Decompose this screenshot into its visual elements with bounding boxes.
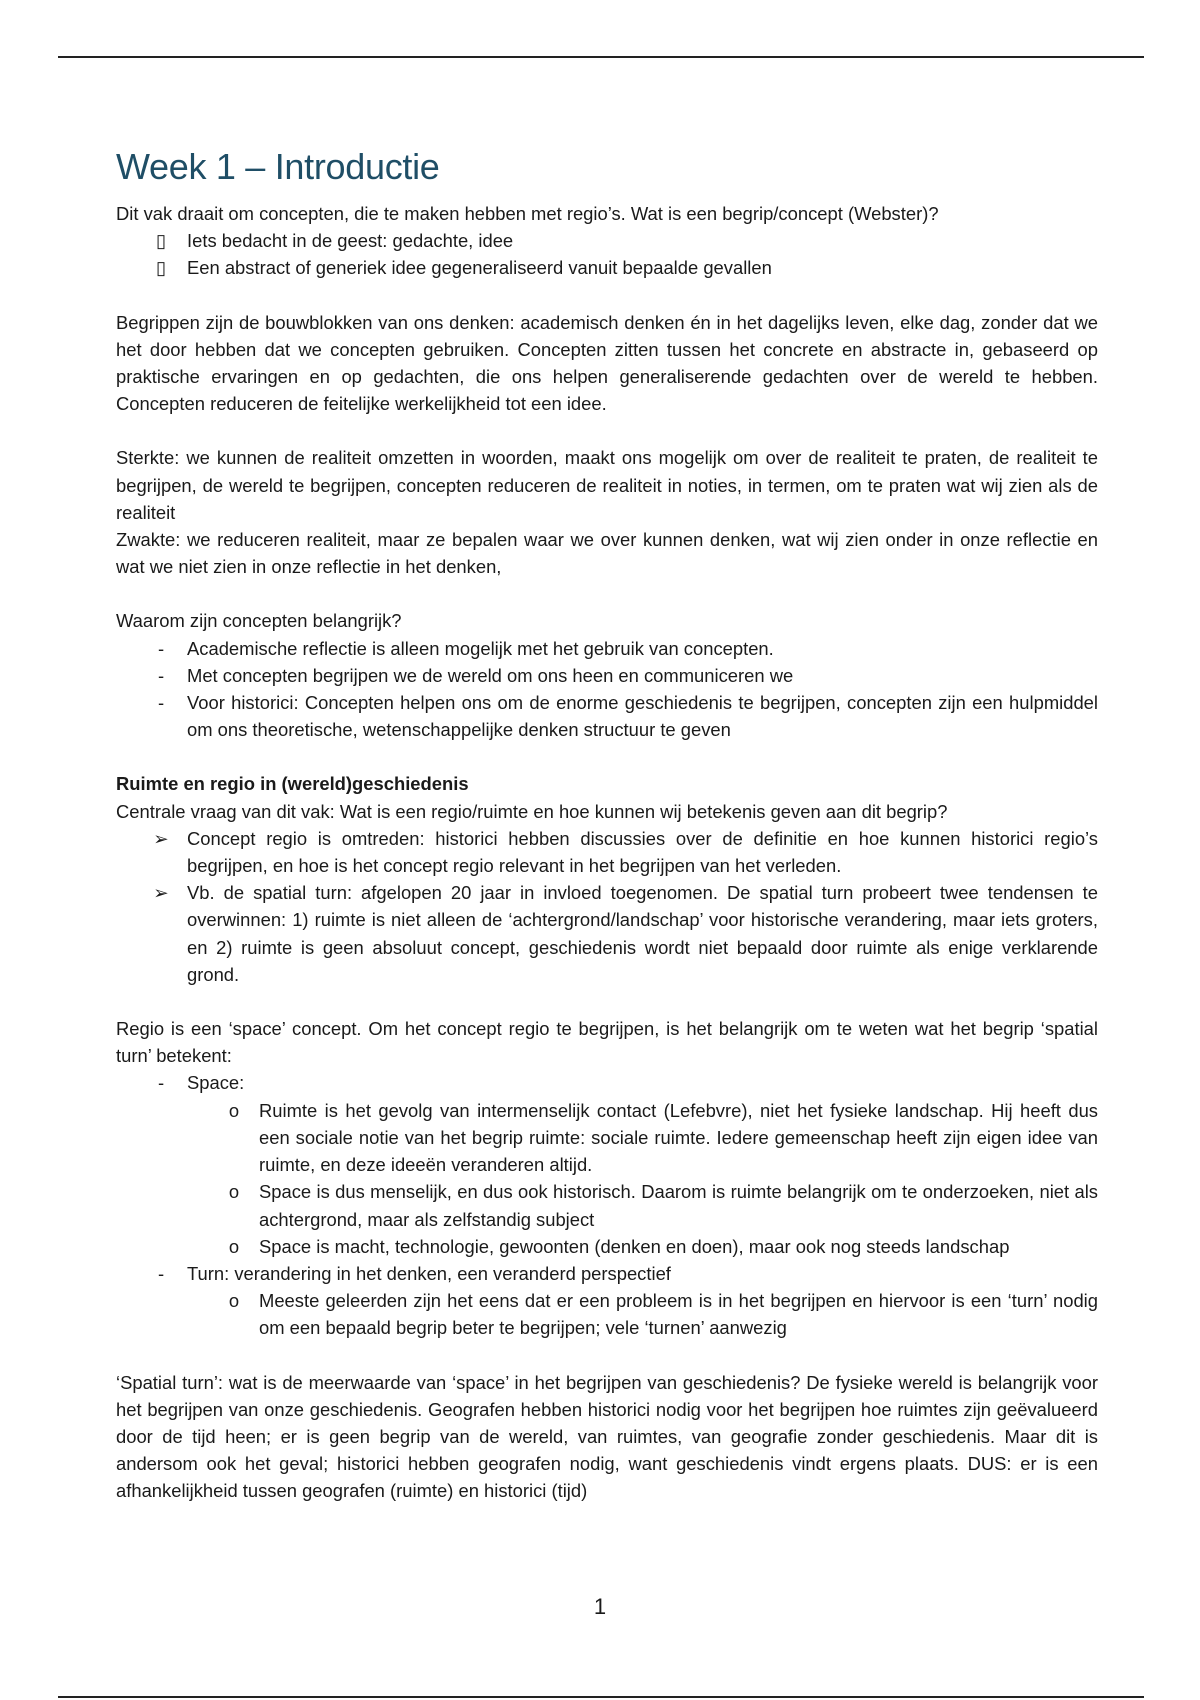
dash-bullet-icon: - (157, 637, 165, 659)
arrow-bullet-icon: ➢ (153, 882, 169, 904)
definition-list (116, 227, 1098, 281)
dash-bullet-icon: - (157, 664, 165, 686)
circle-bullet-icon: o (228, 1235, 240, 1257)
list-item: ➢ Concept regio is omtreden: historici hebben discussies over de definitie en hoe kunnen historici regio’s begrijpen, en hoe is het concept regio relevant in het begrijpen van het verleden. (116, 825, 1098, 879)
list-item: o Meeste geleerden zijn het eens dat er een probleem is in het begrijpen en hiervoor is een ‘turn’ nodig om een bepaald begrip beter te begrijpen; vele ‘turnen’ aanwezig (116, 1287, 1098, 1341)
zwakte-paragraph: Zwakte: we reduceren realiteit, maar ze bepalen waar we over kunnen denken, wat wij zien onder in onze reflectie en wat we niet zien in onze reflectie in het denken, (116, 529, 1098, 578)
intro-paragraph: Dit vak draait om concepten, die te maken hebben met regio’s. Wat is een begrip/concept (Webster)? (116, 203, 939, 224)
list-item: ▯ Een abstract of generiek idee gegeneraliseerd vanuit bepaalde gevallen (116, 254, 1098, 281)
dash-bullet-icon: - (157, 692, 165, 714)
list-item: - Voor historici: Concepten helpen ons om de enorme geschiedenis te begrijpen, concepten zijn een hulpmiddel om ons theoretische, wetenschappelijke denken structuur te geven (116, 689, 1098, 743)
turn-sublist (116, 1287, 1098, 1341)
sterkte-paragraph: Sterkte: we kunnen de realiteit omzetten in woorden, maakt ons mogelijk om over de realiteit te praten, de realiteit te begrijpen, de wereld te begrijpen, concepten reduceren de realiteit in noties, in termen, om te praten wat wij zien als de realiteit (116, 447, 1098, 523)
list-item: ➢ Vb. de spatial turn: afgelopen 20 jaar in invloed toegenomen. De spatial turn probeert twee tendensen te overwinnen: 1) ruimte is niet alleen de ‘achtergrond/landschap’ voor historische verandering, maar iets groters, en 2) ruimte is geen absoluut concept, geschiedenis wordt niet bepaald door ruimte als enige verklarende grond. (116, 879, 1098, 988)
regio-paragraph: Regio is een ‘space’ concept. Om het concept regio te begrijpen, is het belangrijk om te weten wat het begrip ‘spatial turn’ betekent: (116, 1018, 1098, 1067)
page-number: 1 (593, 1594, 607, 1619)
document-page (116, 146, 1098, 1505)
list-item: o Ruimte is het gevolg van intermenselijk contact (Lefebvre), niet het fysieke landschap. Hij heeft dus een sociale notie van het begrip ruimte: sociale ruimte. Iedere gemeenschap heeft zijn eigen idee van ruimte, en deze ideeën veranderen altijd. (116, 1097, 1098, 1179)
square-bullet-icon: ▯ (155, 257, 167, 279)
space-sublist (116, 1097, 1098, 1260)
section-heading: Ruimte en regio in (wereld)geschiedenis (116, 773, 469, 795)
list-item: - Met concepten begrijpen we de wereld om ons heen en communiceren we (116, 662, 1098, 689)
waarom-list (116, 635, 1098, 744)
turn-list (116, 1260, 1098, 1287)
dash-bullet-icon: - (157, 1072, 165, 1094)
space-list (116, 1069, 1098, 1096)
ruimte-list (116, 825, 1098, 988)
list-item: - Space: (116, 1069, 1098, 1096)
list-item: - Academische reflectie is alleen mogelijk met het gebruik van concepten. (116, 635, 1098, 662)
circle-bullet-icon: o (228, 1099, 240, 1121)
list-item: - Turn: verandering in het denken, een veranderd perspectief (116, 1260, 1098, 1287)
spatial-turn-paragraph: ‘Spatial turn’: wat is de meerwaarde van ‘space’ in het begrijpen van geschiedenis? De fysieke wereld is belangrijk voor het begrijpen van onze geschiedenis. Geografen hebben historici nodig voor het begrijpen hoe ruimtes zijn geëvalueerd door de tijd heen; er is geen begrip van de wereld, van ruimtes, van geografie zonder geschiedenis. Maar dit is andersom ook het geval; historici hebben geografen nodig, want geschiedenis vindt ergens plaats. DUS: er is een afhankelijkheid tussen geografen (ruimte) en historici (tijd) (116, 1371, 1098, 1502)
square-bullet-icon: ▯ (155, 230, 167, 252)
begrippen-paragraph: Begrippen zijn de bouwblokken van ons denken: academisch denken én in het dagelijks leven, elke dag, zonder dat we het door hebben dat we concepten gebruiken. Concepten zitten tussen het concrete en abstracte in, gebaseerd op praktische ervaringen en op gedachten, die ons helpen generaliserende gedachten over de wereld te hebben. Concepten reduceren de feitelijke werkelijkheid tot een idee. (116, 311, 1098, 415)
list-item: ▯ Iets bedacht in de geest: gedachte, idee (116, 227, 1098, 254)
circle-bullet-icon: o (228, 1290, 240, 1312)
footer-rule (58, 1696, 1144, 1698)
page-title: Week 1 – Introductie (116, 146, 440, 187)
list-item: o Space is macht, technologie, gewoonten (denken en doen), maar ook nog steeds landschap (116, 1233, 1098, 1260)
arrow-bullet-icon: ➢ (153, 827, 169, 849)
circle-bullet-icon: o (228, 1181, 240, 1203)
list-item: o Space is dus menselijk, en dus ook historisch. Daarom is ruimte belangrijk om te onderzoeken, niet als achtergrond, maar als zelfstandig subject (116, 1178, 1098, 1232)
dash-bullet-icon: - (157, 1262, 165, 1284)
centrale-vraag: Centrale vraag van dit vak: Wat is een regio/ruimte en hoe kunnen wij betekenis geven aan dit begrip? (116, 800, 948, 822)
waarom-heading: Waarom zijn concepten belangrijk? (116, 610, 402, 632)
header-rule (58, 56, 1144, 58)
